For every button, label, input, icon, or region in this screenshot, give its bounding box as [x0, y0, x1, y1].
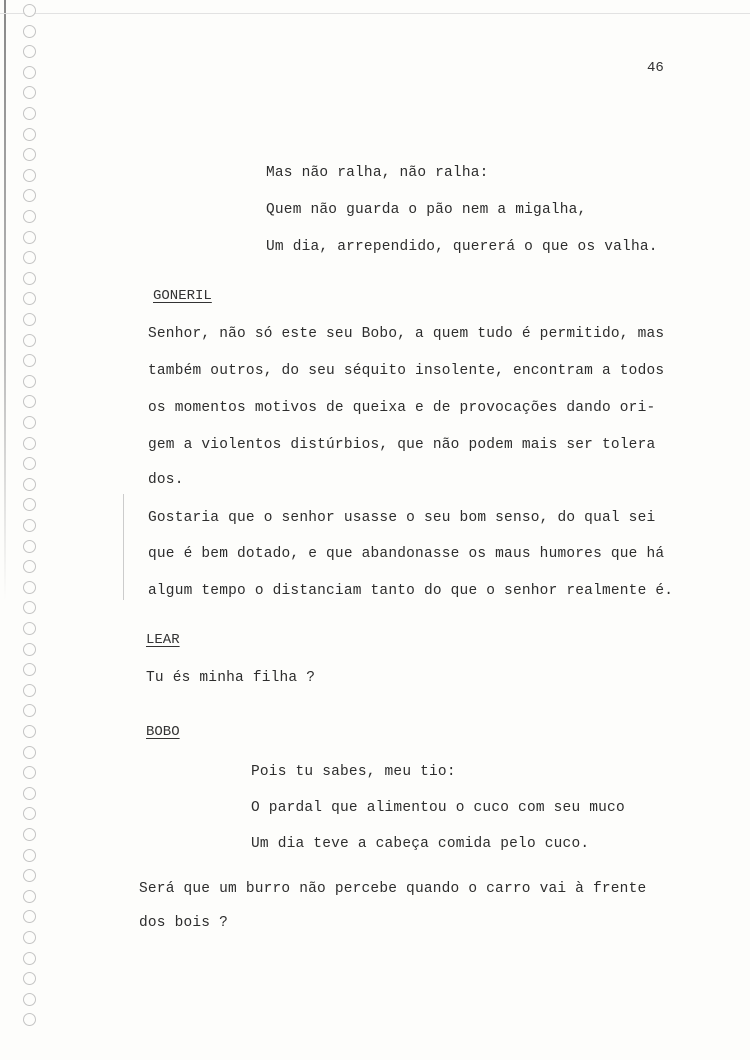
binder-hole — [23, 684, 36, 697]
binder-hole — [23, 107, 36, 120]
speech-line: também outros, do seu séquito insolente, encontram a todos — [148, 363, 665, 379]
binder-hole — [23, 272, 36, 285]
binder-hole — [23, 354, 36, 367]
binder-hole — [23, 148, 36, 161]
binder-hole — [23, 787, 36, 800]
verse-line: Pois tu sabes, meu tio: — [251, 764, 456, 780]
binder-hole — [23, 169, 36, 182]
binder-hole — [23, 869, 36, 882]
binder-hole — [23, 292, 36, 305]
binder-hole — [23, 416, 36, 429]
speech-line: dos. — [148, 472, 184, 488]
binder-hole — [23, 622, 36, 635]
page-number: 46 — [647, 60, 664, 76]
margin-bracket — [123, 494, 138, 600]
binder-hole — [23, 66, 36, 79]
binder-hole — [23, 828, 36, 841]
binder-hole — [23, 746, 36, 759]
binder-hole — [23, 931, 36, 944]
binder-hole — [23, 663, 36, 676]
binder-hole — [23, 560, 36, 573]
binder-hole — [23, 210, 36, 223]
verse-line: Quem não guarda o pão nem a migalha, — [266, 202, 587, 218]
binder-hole — [23, 849, 36, 862]
verse-line: Mas não ralha, não ralha: — [266, 165, 489, 181]
binder-hole — [23, 128, 36, 141]
binder-hole — [23, 807, 36, 820]
verse-line: Um dia, arrependido, quererá o que os valha. — [266, 239, 658, 255]
binder-hole — [23, 498, 36, 511]
binder-hole — [23, 993, 36, 1006]
binder-hole — [23, 25, 36, 38]
speech-line: Tu és minha filha ? — [146, 670, 316, 686]
binding-edge — [4, 0, 6, 600]
binder-hole — [23, 189, 36, 202]
binder-holes — [23, 4, 43, 1044]
speaker-lear: LEAR — [146, 632, 180, 648]
binder-hole — [23, 395, 36, 408]
binder-hole — [23, 581, 36, 594]
speech-line: Será que um burro não percebe quando o carro vai à frente — [139, 881, 647, 897]
speech-line: que é bem dotado, e que abandonasse os maus humores que há — [148, 546, 665, 562]
binder-hole — [23, 910, 36, 923]
binder-hole — [23, 313, 36, 326]
binder-hole — [23, 1013, 36, 1026]
binder-hole — [23, 601, 36, 614]
speaker-goneril: GONERIL — [153, 288, 212, 304]
page-top-rule — [0, 13, 750, 14]
speech-line: dos bois ? — [139, 915, 229, 931]
binder-hole — [23, 251, 36, 264]
binder-hole — [23, 519, 36, 532]
binder-hole — [23, 643, 36, 656]
binder-hole — [23, 86, 36, 99]
binder-hole — [23, 766, 36, 779]
binder-hole — [23, 478, 36, 491]
binder-hole — [23, 334, 36, 347]
binder-hole — [23, 725, 36, 738]
binder-hole — [23, 45, 36, 58]
binder-hole — [23, 231, 36, 244]
verse-line: O pardal que alimentou o cuco com seu muco — [251, 800, 625, 816]
verse-line: Um dia teve a cabeça comida pelo cuco. — [251, 836, 590, 852]
binder-hole — [23, 704, 36, 717]
speech-line: os momentos motivos de queixa e de provocações dando ori- — [148, 400, 656, 416]
binder-hole — [23, 4, 36, 17]
binder-hole — [23, 972, 36, 985]
speech-line: algum tempo o distanciam tanto do que o senhor realmente é. — [148, 583, 674, 599]
binder-hole — [23, 457, 36, 470]
speech-line: gem a violentos distúrbios, que não podem mais ser tolera — [148, 437, 656, 453]
speech-line: Gostaria que o senhor usasse o seu bom senso, do qual sei — [148, 510, 656, 526]
binder-hole — [23, 952, 36, 965]
speech-line: Senhor, não só este seu Bobo, a quem tudo é permitido, mas — [148, 326, 665, 342]
binder-hole — [23, 375, 36, 388]
binder-hole — [23, 540, 36, 553]
binder-hole — [23, 890, 36, 903]
binder-hole — [23, 437, 36, 450]
speaker-bobo: BOBO — [146, 724, 180, 740]
